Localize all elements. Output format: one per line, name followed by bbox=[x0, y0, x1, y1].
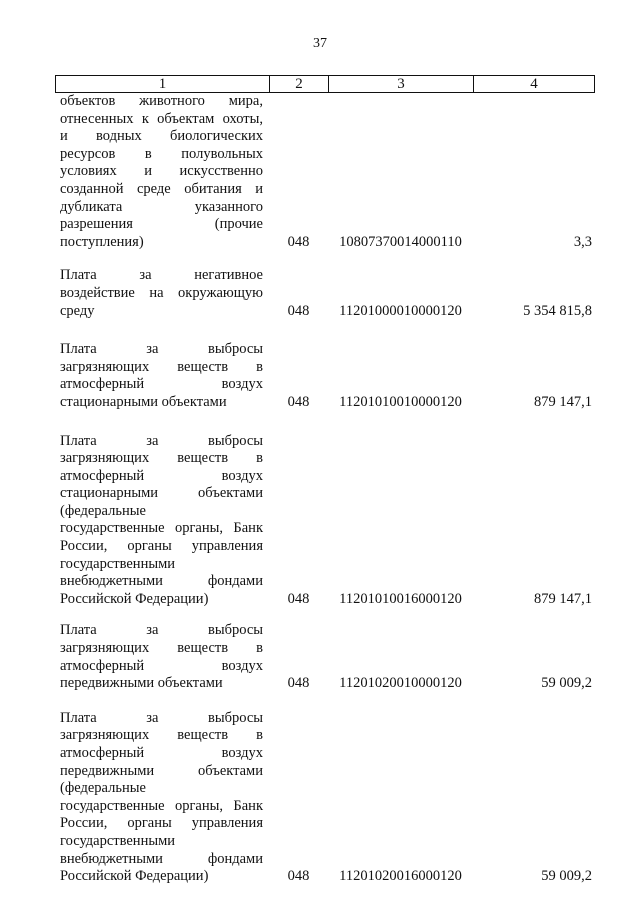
description-line: условиях и искусственно bbox=[60, 163, 263, 180]
table-row bbox=[55, 93, 595, 251]
row-admin-code: 048 bbox=[287, 393, 310, 410]
row-admin-code: 048 bbox=[287, 302, 310, 319]
description-line: среду bbox=[60, 302, 95, 319]
row-classification-code: 11201020016000120 bbox=[339, 868, 462, 885]
description-line: Российской Федерации) bbox=[60, 868, 209, 885]
row-description bbox=[55, 622, 269, 692]
row-admin-code: 048 bbox=[287, 233, 310, 250]
description-line: передвижными объектами bbox=[60, 762, 263, 779]
row-admin-code: 048 bbox=[287, 590, 310, 607]
description-line: загрязняющих веществ в bbox=[60, 358, 263, 375]
description-line: атмосферный воздух bbox=[60, 467, 263, 484]
column-header-4: 4 bbox=[530, 76, 538, 92]
column-header-2: 2 bbox=[270, 76, 329, 92]
description-line: государственные органы, Банк bbox=[60, 797, 263, 814]
description-line: Плата за выбросы bbox=[60, 432, 263, 449]
row-description bbox=[55, 341, 269, 411]
description-line: государственными bbox=[60, 832, 176, 849]
description-line: загрязняющих веществ в bbox=[60, 450, 263, 467]
row-description bbox=[55, 433, 269, 609]
description-line: внебюджетными фондами bbox=[60, 850, 263, 867]
description-line: Плата за выбросы bbox=[60, 622, 263, 639]
description-line: разрешения (прочие bbox=[60, 216, 263, 233]
row-classification-code: 11201000010000120 bbox=[339, 302, 462, 319]
row-admin-code: 048 bbox=[287, 675, 310, 692]
table-row bbox=[55, 341, 595, 411]
description-line: ресурсов в полувольных bbox=[60, 145, 263, 162]
row-classification-code: 11201010016000120 bbox=[339, 590, 462, 607]
description-line: атмосферный воздух bbox=[60, 657, 263, 674]
description-line: объектов животного мира, bbox=[60, 93, 263, 109]
row-classification-code: 10807370014000110 bbox=[339, 233, 462, 250]
description-line: атмосферный воздух bbox=[60, 745, 263, 761]
description-line: Плата за выбросы bbox=[60, 709, 263, 726]
description-line: стационарными объектами bbox=[60, 393, 227, 410]
row-amount: 5 354 815,8 bbox=[523, 302, 592, 319]
description-line: Плата за выбросы bbox=[60, 341, 263, 358]
row-description bbox=[55, 710, 269, 886]
description-line: отнесенных к объектам охоты, bbox=[60, 110, 263, 127]
description-line: передвижными объектами bbox=[60, 675, 223, 692]
page-number: 37 bbox=[313, 36, 327, 51]
table-row bbox=[55, 710, 595, 886]
column-header-3: 3 bbox=[329, 76, 474, 92]
table-header bbox=[55, 75, 595, 93]
description-line: государственные органы, Банк bbox=[60, 520, 263, 537]
description-line: воздействие на окружающую bbox=[60, 284, 263, 301]
description-line: государственными bbox=[60, 555, 176, 572]
row-amount: 59 009,2 bbox=[541, 868, 592, 885]
description-line: дубликата указанного bbox=[60, 198, 263, 215]
description-line: загрязняющих веществ в bbox=[60, 727, 263, 744]
row-amount: 879 147,1 bbox=[534, 393, 592, 410]
row-description bbox=[55, 93, 269, 251]
description-line: России, органы управления bbox=[60, 815, 263, 832]
row-amount: 3,3 bbox=[573, 233, 592, 250]
description-line: (федеральные bbox=[60, 502, 146, 519]
row-classification-code: 11201020010000120 bbox=[339, 675, 462, 692]
row-classification-code: 11201010010000120 bbox=[339, 393, 462, 410]
table-body bbox=[55, 93, 595, 886]
description-line: загрязняющих веществ в bbox=[60, 640, 263, 657]
table-row bbox=[55, 433, 595, 609]
description-line: созданной среде обитания и bbox=[60, 180, 263, 197]
row-amount: 59 009,2 bbox=[541, 675, 592, 692]
table-row bbox=[55, 622, 595, 692]
description-line: поступления) bbox=[60, 233, 144, 250]
description-line: России, органы управления bbox=[60, 538, 263, 555]
row-description bbox=[55, 267, 269, 320]
description-line: Плата за негативное bbox=[60, 267, 263, 284]
description-line: (федеральные bbox=[60, 780, 146, 797]
table-row bbox=[55, 267, 595, 320]
description-line: Российской Федерации) bbox=[60, 590, 209, 607]
row-amount: 879 147,1 bbox=[534, 590, 592, 607]
description-line: внебюджетными фондами bbox=[60, 573, 263, 590]
row-admin-code: 048 bbox=[287, 868, 310, 885]
description-line: атмосферный воздух bbox=[60, 376, 263, 393]
column-header-1: 1 bbox=[56, 76, 270, 92]
description-line: стационарными объектами bbox=[60, 485, 263, 502]
description-line: и водных биологических bbox=[60, 128, 263, 145]
